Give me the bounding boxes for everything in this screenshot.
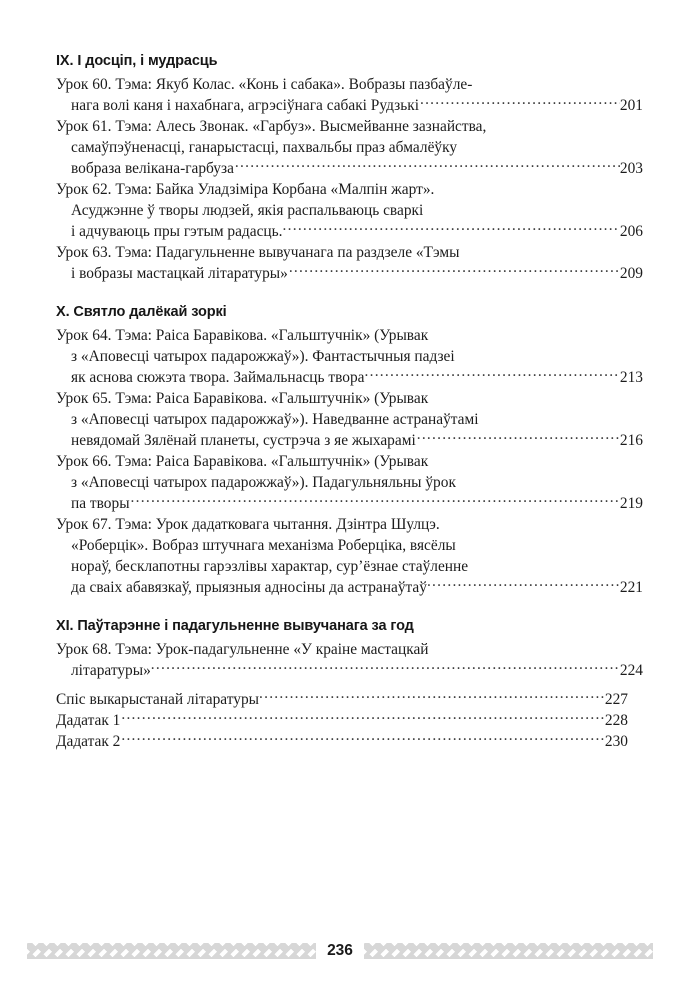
dot-leader — [365, 368, 620, 382]
entry-last-line — [56, 689, 628, 710]
entry-line: Урок 62. Тэма: Байка Уладзіміра Корбана «Малпін жарт». — [56, 181, 435, 198]
entry-last-line — [56, 158, 643, 179]
toc-entry[interactable] — [56, 74, 643, 116]
entry-line: самаўпэўненасці, ганарыстасці, пахвальбы праз абмалёўку — [71, 139, 458, 156]
entry-line: невядомай Зялёнай планеты, сустрэча з яе жыхарамі — [71, 432, 416, 449]
entry-line: Урок 68. Тэма: Урок-падагульненне «У краіне мастацкай — [56, 641, 429, 658]
toc-entry[interactable] — [56, 325, 643, 388]
page-footer — [0, 940, 680, 962]
dot-leader — [417, 431, 620, 445]
dot-leader — [121, 732, 605, 746]
entry-last-line — [56, 367, 643, 388]
dot-leader — [289, 264, 620, 278]
dot-leader — [283, 222, 620, 236]
entry-line: і вобразы мастацкай літаратуры» — [71, 265, 288, 282]
entry-page-number: 230 — [604, 733, 628, 750]
entry-page-number: 216 — [619, 432, 643, 449]
entry-line: Урок 61. Тэма: Алесь Звонак. «Гарбуз». Высмейванне зазнайства, — [56, 118, 487, 135]
toc-entry-appendix-2[interactable] — [56, 731, 628, 752]
entry-line: літаратуры» — [71, 662, 151, 679]
entry-line: з «Аповесці чатырох падарожжаў»). Падагульняльны ўрок — [71, 474, 456, 491]
entry-page-number: 209 — [619, 265, 643, 282]
entry-line: Урок 60. Тэма: Якуб Колас. «Конь і сабака». Вобразы пазбаўле- — [56, 76, 473, 93]
entry-line: Урок 65. Тэма: Раіса Баравікова. «Гальштучнік» (Урывак — [56, 390, 429, 407]
dot-leader — [420, 96, 620, 110]
spacer — [56, 681, 628, 689]
toc-entry[interactable] — [56, 451, 643, 514]
toc-entry[interactable] — [56, 179, 643, 242]
entry-page-number: 201 — [619, 97, 643, 114]
entry-line: Дадатак 2 — [56, 733, 121, 750]
entry-line: да сваіх абавязкаў, прыязныя адносіны да астранаўтаў — [71, 579, 427, 596]
section-heading-ix: IX. I досціп, і мудрасць — [56, 53, 218, 69]
entry-page-number: 224 — [619, 662, 643, 679]
entry-line: з «Аповесці чатырох падарожжаў»). Наведванне астранаўтамі — [71, 411, 479, 428]
entry-page-number: 206 — [619, 223, 643, 240]
entry-line: Урок 64. Тэма: Раіса Баравікова. «Гальштучнік» (Урывак — [56, 327, 429, 344]
entry-last-line — [56, 493, 643, 514]
entry-line: Дадатак 1 — [56, 712, 121, 729]
entry-page-number: 203 — [619, 160, 643, 177]
entry-last-line — [56, 430, 643, 451]
entry-last-line — [56, 95, 643, 116]
toc-entry[interactable] — [56, 639, 643, 681]
entry-line: Урок 66. Тэма: Раіса Баравікова. «Гальштучнік» (Урывак — [56, 453, 429, 470]
entry-page-number: 219 — [619, 495, 643, 512]
entry-line: вобраза велікана-гарбуза — [71, 160, 234, 177]
dot-leader — [121, 711, 605, 725]
ornament-left-icon — [27, 943, 316, 959]
entry-last-line — [56, 710, 628, 731]
ornament-right-icon — [364, 943, 653, 959]
entry-line: з «Аповесці чатырох падарожжаў»). Фантастычныя падзеі — [71, 348, 455, 365]
toc-entry[interactable] — [56, 116, 643, 179]
entry-line: Спіс выкарыстанай літаратуры — [56, 691, 259, 708]
entry-line: нораў, бесклапотны гарэзлівы характар, сур’ёзнае стаўленне — [71, 558, 469, 575]
toc-entry-appendix-1[interactable] — [56, 710, 628, 731]
toc-entry[interactable] — [56, 388, 643, 451]
table-of-contents — [56, 52, 643, 752]
toc-entry[interactable] — [56, 242, 643, 284]
entry-page-number: 221 — [619, 579, 643, 596]
dot-leader — [131, 494, 620, 508]
entry-last-line — [56, 577, 643, 598]
entry-line: Асуджэнне ў творы людзей, якія распальваюць сваркі — [71, 202, 424, 219]
entry-last-line — [56, 221, 643, 242]
entry-last-line — [56, 731, 628, 752]
dot-leader — [235, 159, 620, 173]
dot-leader — [259, 690, 605, 704]
entry-line: Урок 67. Тэма: Урок дадатковага чытання. Дзінтра Шулцэ. — [56, 516, 440, 533]
entry-line: нага волі каня і нахабнага, агрэсіўнага сабакі Рудзькі — [71, 97, 419, 114]
entry-last-line — [56, 660, 643, 681]
entry-line: і адчуваюць пры гэтым радасць. — [71, 223, 283, 240]
dot-leader — [151, 661, 620, 675]
toc-entry-bibliography[interactable] — [56, 689, 628, 710]
section-heading-xi: XI. Паўтарэнне і падагульненне вывучанага за год — [56, 618, 414, 634]
entry-line: Урок 63. Тэма: Падагульненне вывучанага па раздзеле «Тэмы — [56, 244, 460, 261]
page-number: 236 — [316, 940, 364, 962]
entry-last-line — [56, 263, 643, 284]
entry-page-number: 227 — [604, 691, 628, 708]
entry-page-number: 228 — [604, 712, 628, 729]
toc-entry[interactable] — [56, 514, 643, 598]
entry-line: як аснова сюжэта твора. Займальнасць твора — [71, 369, 365, 386]
entry-line: па творы — [71, 495, 130, 512]
section-heading-x: X. Святло далёкай зоркі — [56, 304, 227, 320]
entry-line: «Роберцік». Вобраз штучнага механізма Роберціка, вясёлы — [71, 537, 456, 554]
entry-page-number: 213 — [619, 369, 643, 386]
dot-leader — [427, 578, 620, 592]
